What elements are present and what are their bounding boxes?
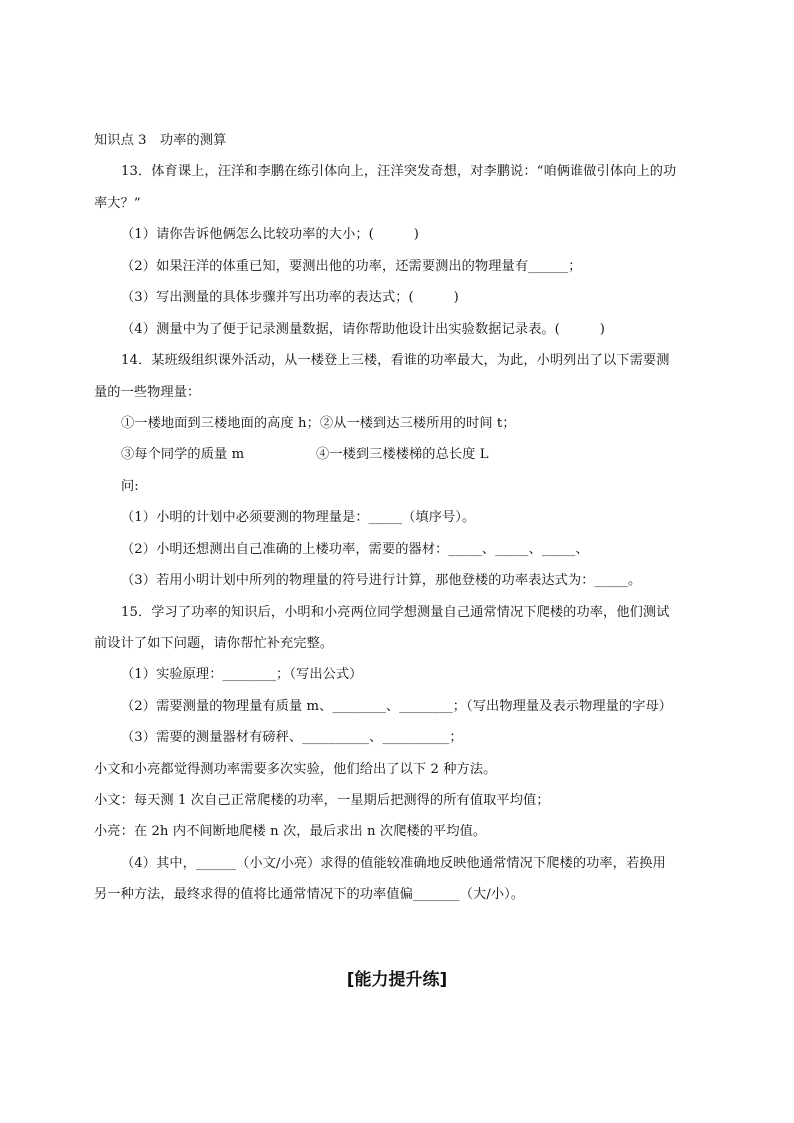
q14-part3: （3）若用小明计划中所列的物理量的符号进行计算，那他登楼的功率表达式为：_____。 xyxy=(121,573,642,588)
q14-part1: （1）小明的计划中必须要测的物理量是：_____（填序号）。 xyxy=(121,510,476,525)
q14-item-row1: ①一楼地面到三楼地面的高度 h；②从一楼到达三楼所用的时间 t； xyxy=(121,416,516,431)
q13-stem-line1: 13．体育课上，汪洋和李鹏在练引体向上，汪洋突发奇想，对李鹏说：“咱俩谁做引体向上的功 xyxy=(121,164,677,179)
q14-part2: （2）小明还想测出自己准确的上楼功率，需要的器材：_____、_____、_____、 xyxy=(121,542,589,557)
q13-part4: （4）测量中为了便于记录测量数据，请你帮助他设计出实验数据记录表。( ) xyxy=(121,322,606,337)
q15-stem-line1: 15．学习了功率的知识后，小明和小亮两位同学想测量自己通常情况下爬楼的功率，他们测试 xyxy=(121,605,670,620)
q15-part3: （3）需要的测量器材有磅秤、__________、__________； xyxy=(121,730,463,745)
section-heading-ability: [能力提升练] xyxy=(346,970,448,990)
q15-part4-line2: 另一种方法，最终求得的值将比通常情况下的功率值偏_______（大/小）。 xyxy=(94,887,525,902)
q14-item3: ③每个同学的质量 m xyxy=(121,447,245,462)
q15-method-wen: 小文：每天测 1 次自己正常爬楼的功率，一星期后把测得的所有值取平均值； xyxy=(94,793,550,808)
q15-note: 小文和小亮都觉得测功率需要多次实验，他们给出了以下 2 种方法。 xyxy=(94,762,497,777)
q14-stem-line2: 量的一些物理量： xyxy=(94,385,201,400)
q14-ask: 问: xyxy=(121,479,139,494)
q15-part1: （1）实验原理：________；（写出公式） xyxy=(121,667,363,682)
section-title: 知识点 3 功率的测算 xyxy=(94,133,227,148)
q13-part2: （2）如果汪洋的体重已知，要测出他的功率，还需要测出的物理量有______； xyxy=(121,259,582,274)
q15-stem-line2: 前设计了如下问题，请你帮忙补充完整。 xyxy=(94,636,334,651)
q15-part2: （2）需要测量的物理量有质量 m、________、________；（写出物理量及表示物理量的字母） xyxy=(121,699,673,714)
q14-item4: ④一楼到三楼楼梯的总长度 L xyxy=(316,447,489,462)
q15-part4-line1: （4）其中，______（小文/小亮）求得的值能较准确地反映他通常情况下爬楼的功率，若换用 xyxy=(121,856,666,871)
q13-part3: （3）写出测量的具体步骤并写出功率的表达式；( ) xyxy=(121,290,459,305)
q13-stem-line2: 率大？” xyxy=(94,196,141,211)
q13-part1: （1）请你告诉他俩怎么比较功率的大小；( ) xyxy=(121,227,420,242)
q14-stem-line1: 14．某班级组织课外活动，从一楼登上三楼，看谁的功率最大，为此，小明列出了以下需要测 xyxy=(121,353,670,368)
q15-method-liang: 小亮：在 2h 内不间断地爬楼 n 次，最后求出 n 次爬楼的平均值。 xyxy=(94,824,487,839)
